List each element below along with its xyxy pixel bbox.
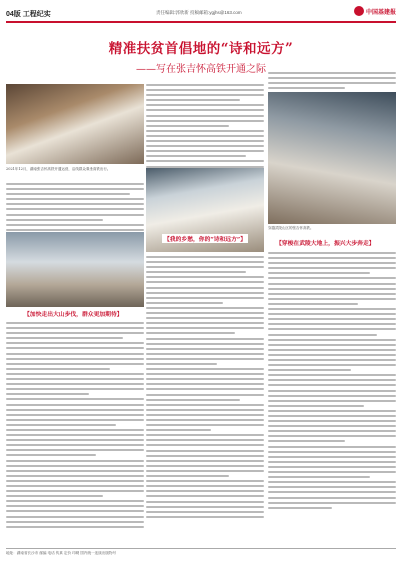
photo-passengers	[6, 84, 144, 164]
headline: 精准扶贫首倡地的“诗和远方”	[108, 41, 294, 57]
brand-logo-icon	[354, 6, 364, 16]
brand-name: 中国基建报	[365, 9, 396, 16]
masthead	[6, 6, 396, 28]
text-column-middle	[146, 256, 264, 521]
text-column-right-top	[268, 72, 396, 92]
header-rule	[6, 21, 396, 23]
page-label: 04版 工程纪实	[6, 11, 51, 18]
section-heading-right: 【穿梭在武陵大地上，振兴大步奔走】	[274, 238, 377, 247]
photo-caption: 2021年12月，湖南张吉怀高铁开通运营，沿线群众乘坐高铁出行。	[6, 167, 111, 171]
text-column-left	[6, 322, 144, 531]
subheadline: ——写在张吉怀高铁开通之际	[136, 64, 266, 75]
page-footer: 地址：湖南省长沙市 邮编 电话 传真 定价 印刷 国内统一连续出版物号	[6, 548, 396, 556]
brand-logo	[354, 6, 396, 16]
section-heading-middle: 【我的乡愁，你的“诗和远方”】	[162, 234, 248, 243]
photo-bridge-train	[268, 92, 396, 224]
text-column-right	[268, 252, 396, 512]
photo-station	[6, 232, 144, 307]
photo-caption: 穿越武陵山区的张吉怀高铁。	[268, 226, 314, 230]
editor-meta: 责任编辑:郭欣新 投稿邮箱:ygjhs@163.com	[156, 10, 242, 15]
section-heading-left: 【加快走出大山步伐，群众更加期待】	[22, 309, 125, 318]
